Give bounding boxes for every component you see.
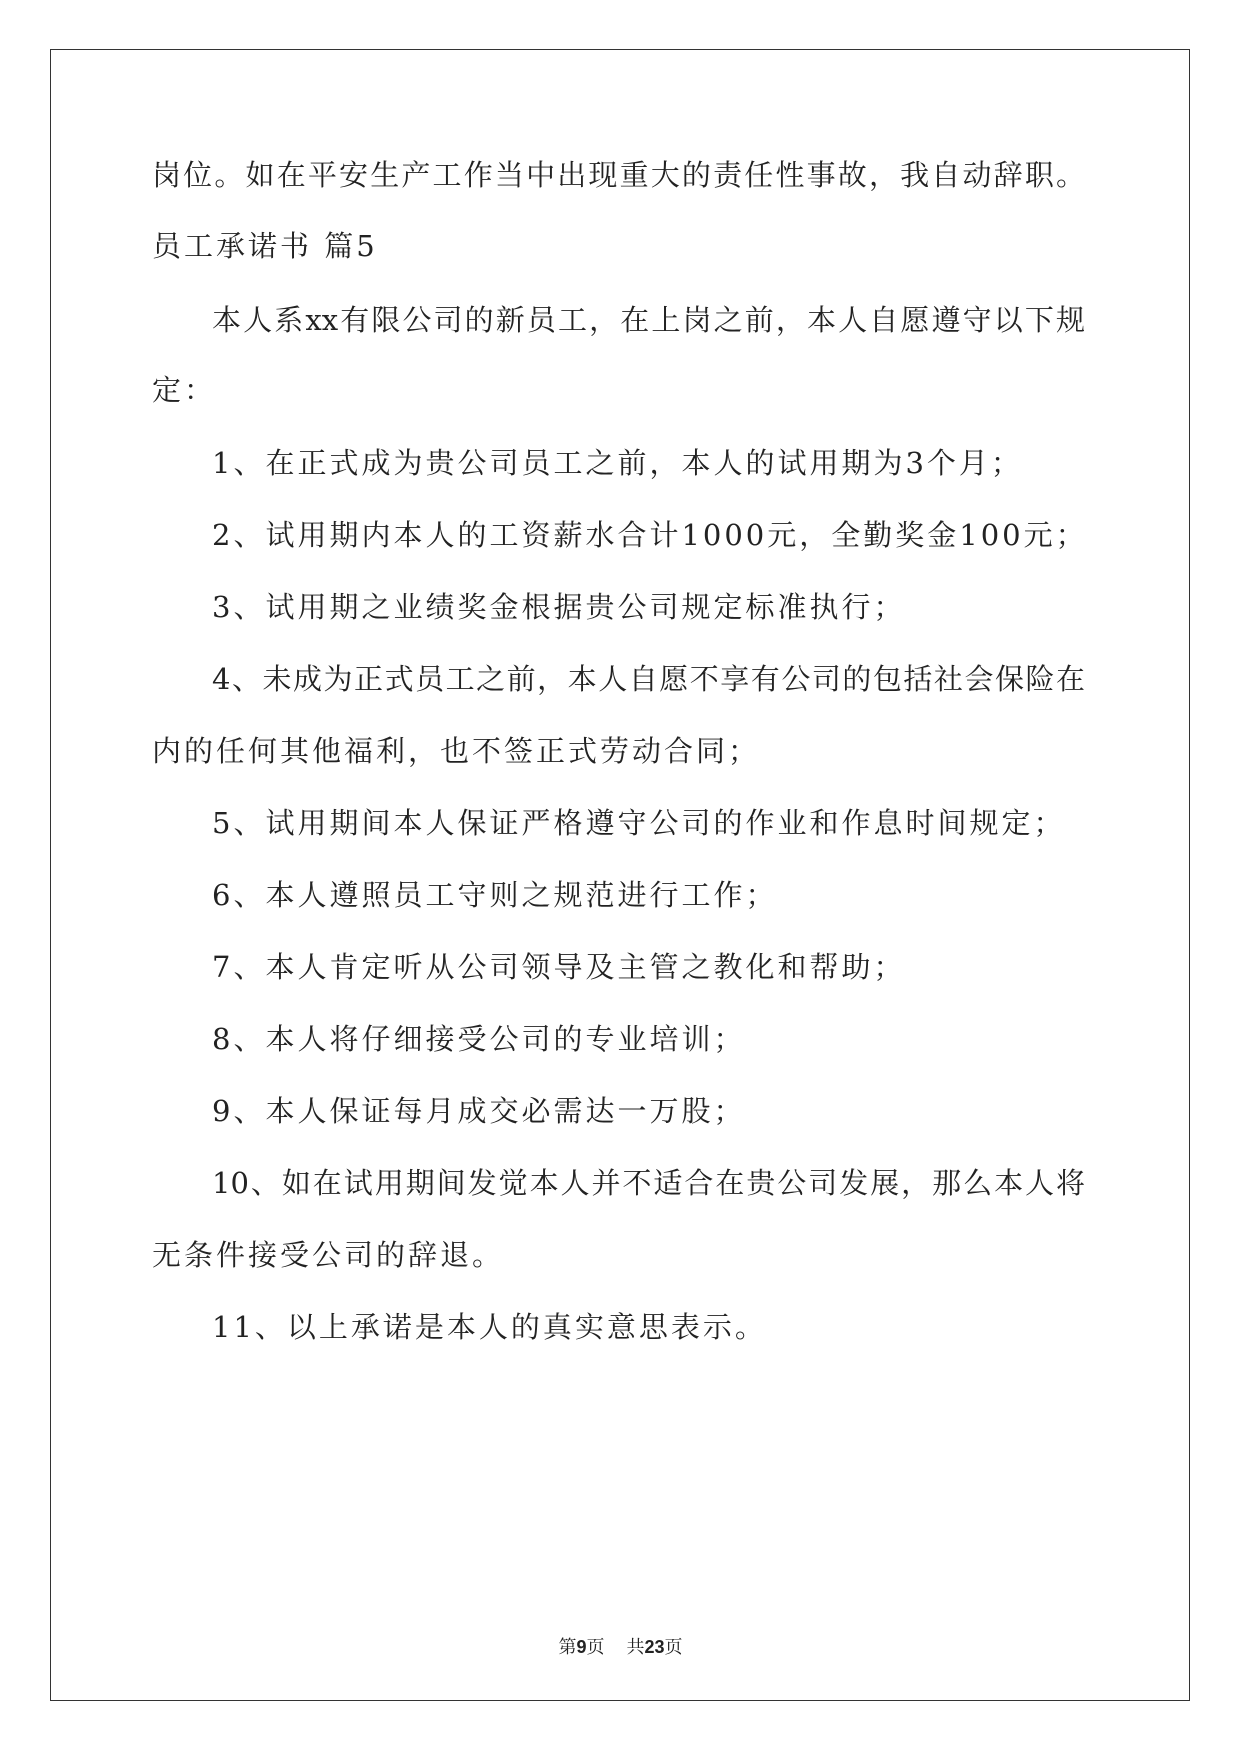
current-page-number: 9 — [576, 1637, 587, 1657]
paragraph-line: 无条件接受公司的辞退。 — [152, 1238, 505, 1272]
paragraph-line: 内的任何其他福利，也不签正式劳动合同； — [152, 734, 761, 768]
list-item: 7、本人肯定听从公司领导及主管之教化和帮助； — [212, 950, 906, 984]
list-item: 1、在正式成为贵公司员工之前，本人的试用期为3个月； — [212, 446, 1023, 480]
total-prefix: 共 — [626, 1637, 645, 1657]
total-page-count: 23 — [644, 1637, 665, 1657]
page-suffix: 页 — [586, 1637, 605, 1657]
total-suffix: 页 — [664, 1637, 683, 1657]
paragraph-line: 岗位。如在平安生产工作当中出现重大的责任性事故，我自动辞职。 — [152, 158, 1085, 192]
list-item: 10、如在试用期间发觉本人并不适合在贵公司发展，那么本人将 — [212, 1166, 1085, 1200]
list-item: 8、本人将仔细接受公司的专业培训； — [212, 1022, 746, 1056]
page-prefix: 第 — [558, 1637, 577, 1657]
page-footer — [0, 1633, 1241, 1659]
list-item: 6、本人遵照员工守则之规范进行工作； — [212, 878, 778, 912]
list-item: 5、试用期间本人保证严格遵守公司的作业和作息时间规定； — [212, 806, 1066, 840]
section-heading: 员工承诺书 篇5 — [152, 229, 378, 263]
paragraph-line: 定： — [152, 373, 217, 407]
list-item: 4、未成为正式员工之前，本人自愿不享有公司的包括社会保险在 — [212, 662, 1085, 696]
list-item: 9、本人保证每月成交必需达一万股； — [212, 1094, 746, 1128]
list-item: 11、以上承诺是本人的真实意思表示。 — [212, 1310, 767, 1344]
list-item: 2、试用期内本人的工资薪水合计1000元，全勤奖金100元； — [212, 518, 1088, 552]
paragraph-line: 本人系xx有限公司的新员工，在上岗之前，本人自愿遵守以下规 — [212, 303, 1085, 337]
list-item: 3、试用期之业绩奖金根据贵公司规定标准执行； — [212, 590, 906, 624]
